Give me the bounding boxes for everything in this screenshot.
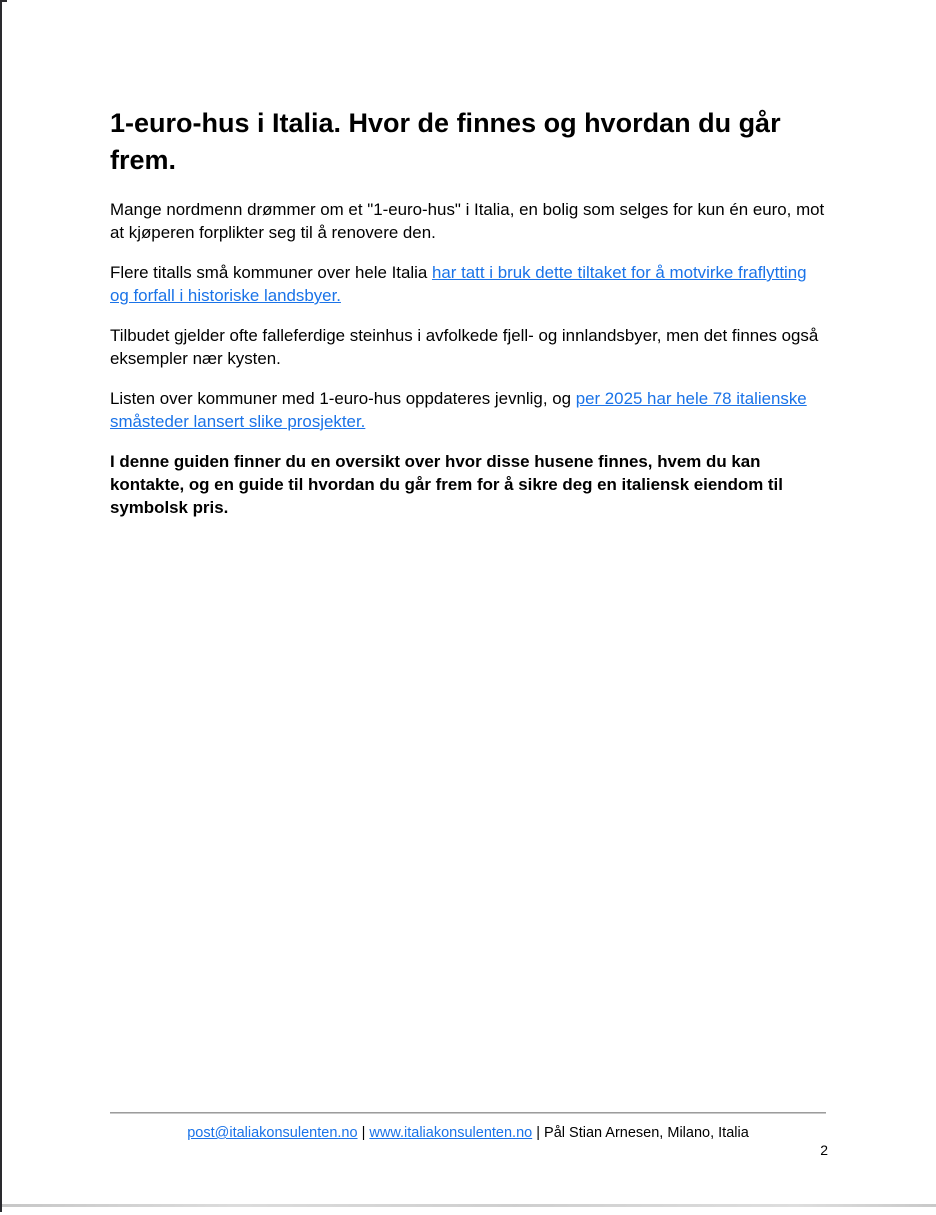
paragraph-guide-bold (110, 450, 826, 519)
link-tiltak-fraflytting[interactable]: har tatt i bruk dette tiltaket for å motvirke fraflytting og forfall i historiske landsbyer. (110, 263, 807, 305)
paragraph-kommuner-text: Flere titalls små kommuner over hele Italia (110, 263, 432, 282)
link-78-smaasteder[interactable]: per 2025 har hele 78 italienske småsteder lansert slike prosjekter. (110, 389, 807, 431)
page-left-edge (0, 2, 2, 1212)
paragraph-tilbudet-text: Tilbudet gjelder ofte falleferdige steinhus i avfolkede fjell- og innlandsbyer, men det finnes også eksempler nær kysten. (110, 326, 819, 368)
footer-divider (110, 1112, 826, 1114)
page-number: 2 (820, 1142, 828, 1158)
footer-website-link[interactable]: www.italiakonsulenten.no (369, 1125, 533, 1141)
footer-email-link[interactable]: post@italiakonsulenten.no (187, 1125, 358, 1141)
paragraph-listen-text: Listen over kommuner med 1-euro-hus oppdateres jevnlig, og (110, 389, 576, 408)
paragraph-listen (110, 387, 826, 433)
paragraph-intro-text: Mange nordmenn drømmer om et "1-euro-hus" i Italia, en bolig som selges for kun én euro, mot at kjøperen forplikter seg til å renovere den. (110, 200, 825, 242)
page-bottom-edge (2, 1204, 936, 1207)
footer-author: Pål Stian Arnesen, Milano, Italia (544, 1125, 749, 1141)
paragraph-guide-bold-text: I denne guiden finner du en oversikt over hvor disse husene finnes, hvem du kan kontakte, og en guide til hvordan du går frem for å sikre deg en italiensk eiendom til symbolsk pris. (110, 452, 783, 517)
document-title (110, 105, 826, 179)
footer-separator: | (357, 1125, 370, 1141)
paragraph-intro (110, 198, 826, 244)
paragraph-kommuner (110, 261, 826, 307)
paragraph-tilbudet (110, 324, 826, 370)
document-body (110, 105, 826, 536)
document-title-text: 1-euro-hus i Italia. Hvor de finnes og hvordan du går frem. (110, 108, 781, 175)
footer (110, 1123, 826, 1143)
footer-separator: | (532, 1125, 545, 1141)
